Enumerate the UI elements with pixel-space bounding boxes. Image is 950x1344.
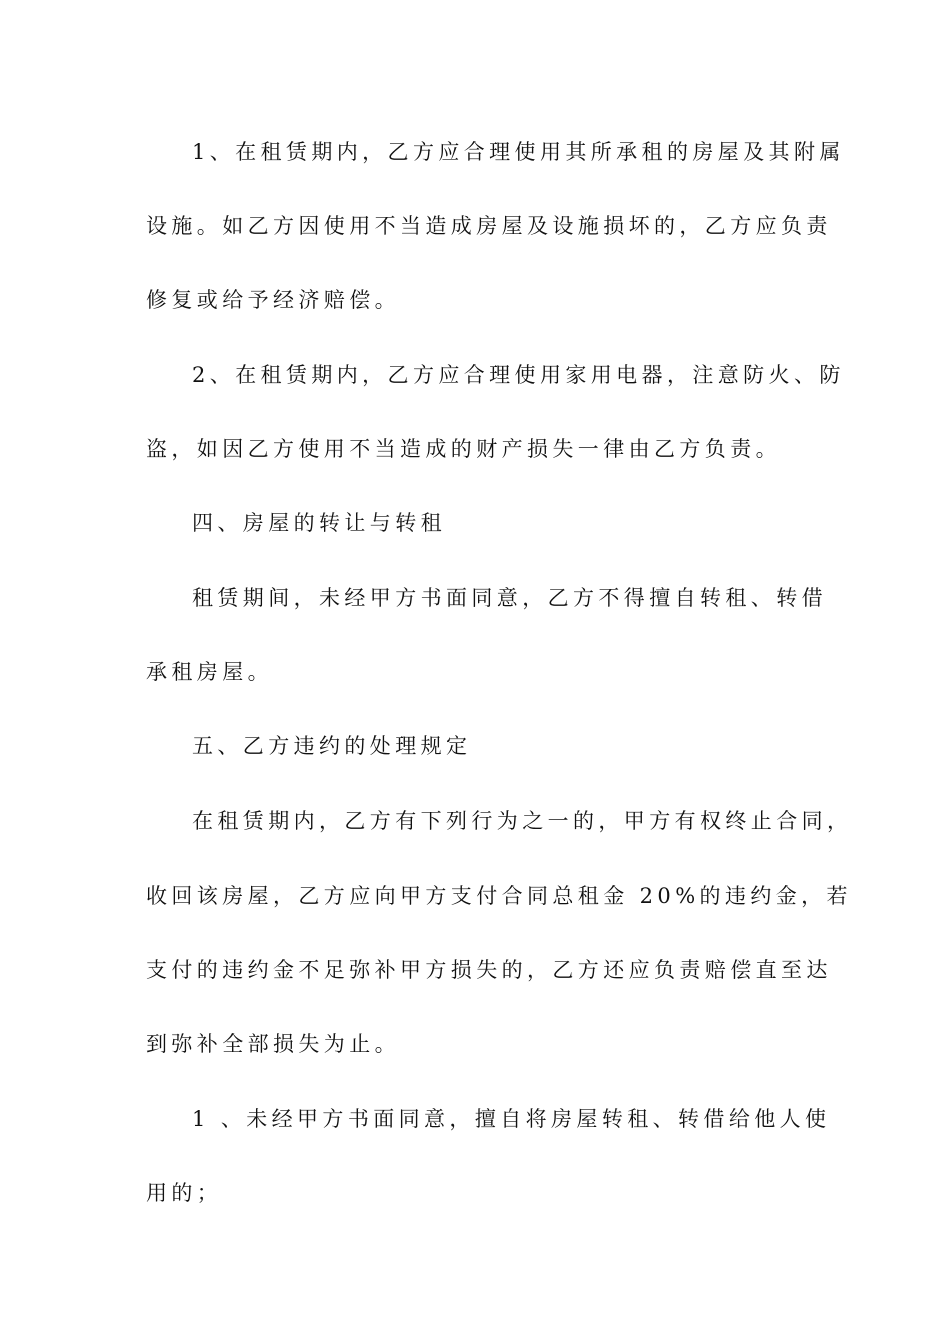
section-5-item-1-line-2: 用的；	[146, 1181, 223, 1205]
section-5-body-line-1: 在租赁期内，乙方有下列行为之一的，甲方有权终止合同，	[192, 809, 853, 833]
section-5-body-line-3: 支付的违约金不足弥补甲方损失的，乙方还应负责赔偿直至达	[146, 958, 832, 982]
section-5-item-1-line-1: 1 、未经甲方书面同意，擅自将房屋转租、转借给他人使	[192, 1107, 831, 1131]
section-5-body-line-4: 到弥补全部损失为止。	[146, 1032, 400, 1056]
clause-3-item-2-line-2: 盗，如因乙方使用不当造成的财产损失一律由乙方负责。	[146, 437, 781, 461]
clause-3-item-2-line-1: 2、在租赁期内，乙方应合理使用家用电器，注意防火、防	[192, 363, 845, 387]
clause-3-item-1-line-2: 设施。如乙方因使用不当造成房屋及设施损坏的，乙方应负责	[146, 214, 832, 238]
section-4-body-line-2: 承租房屋。	[146, 660, 273, 684]
clause-3-item-1-line-3: 修复或给予经济赔偿。	[146, 288, 400, 312]
section-5-heading: 五、乙方违约的处理规定	[192, 734, 472, 758]
section-5-body-line-2: 收回该房屋，乙方应向甲方支付合同总租金 20%的违约金，若	[146, 884, 852, 908]
section-4-heading: 四、房屋的转让与转租	[192, 511, 446, 535]
clause-3-item-1-line-1: 1、在租赁期内，乙方应合理使用其所承租的房屋及其附属	[192, 140, 845, 164]
section-4-body-line-1: 租赁期间，未经甲方书面同意，乙方不得擅自转租、转借	[192, 586, 827, 610]
